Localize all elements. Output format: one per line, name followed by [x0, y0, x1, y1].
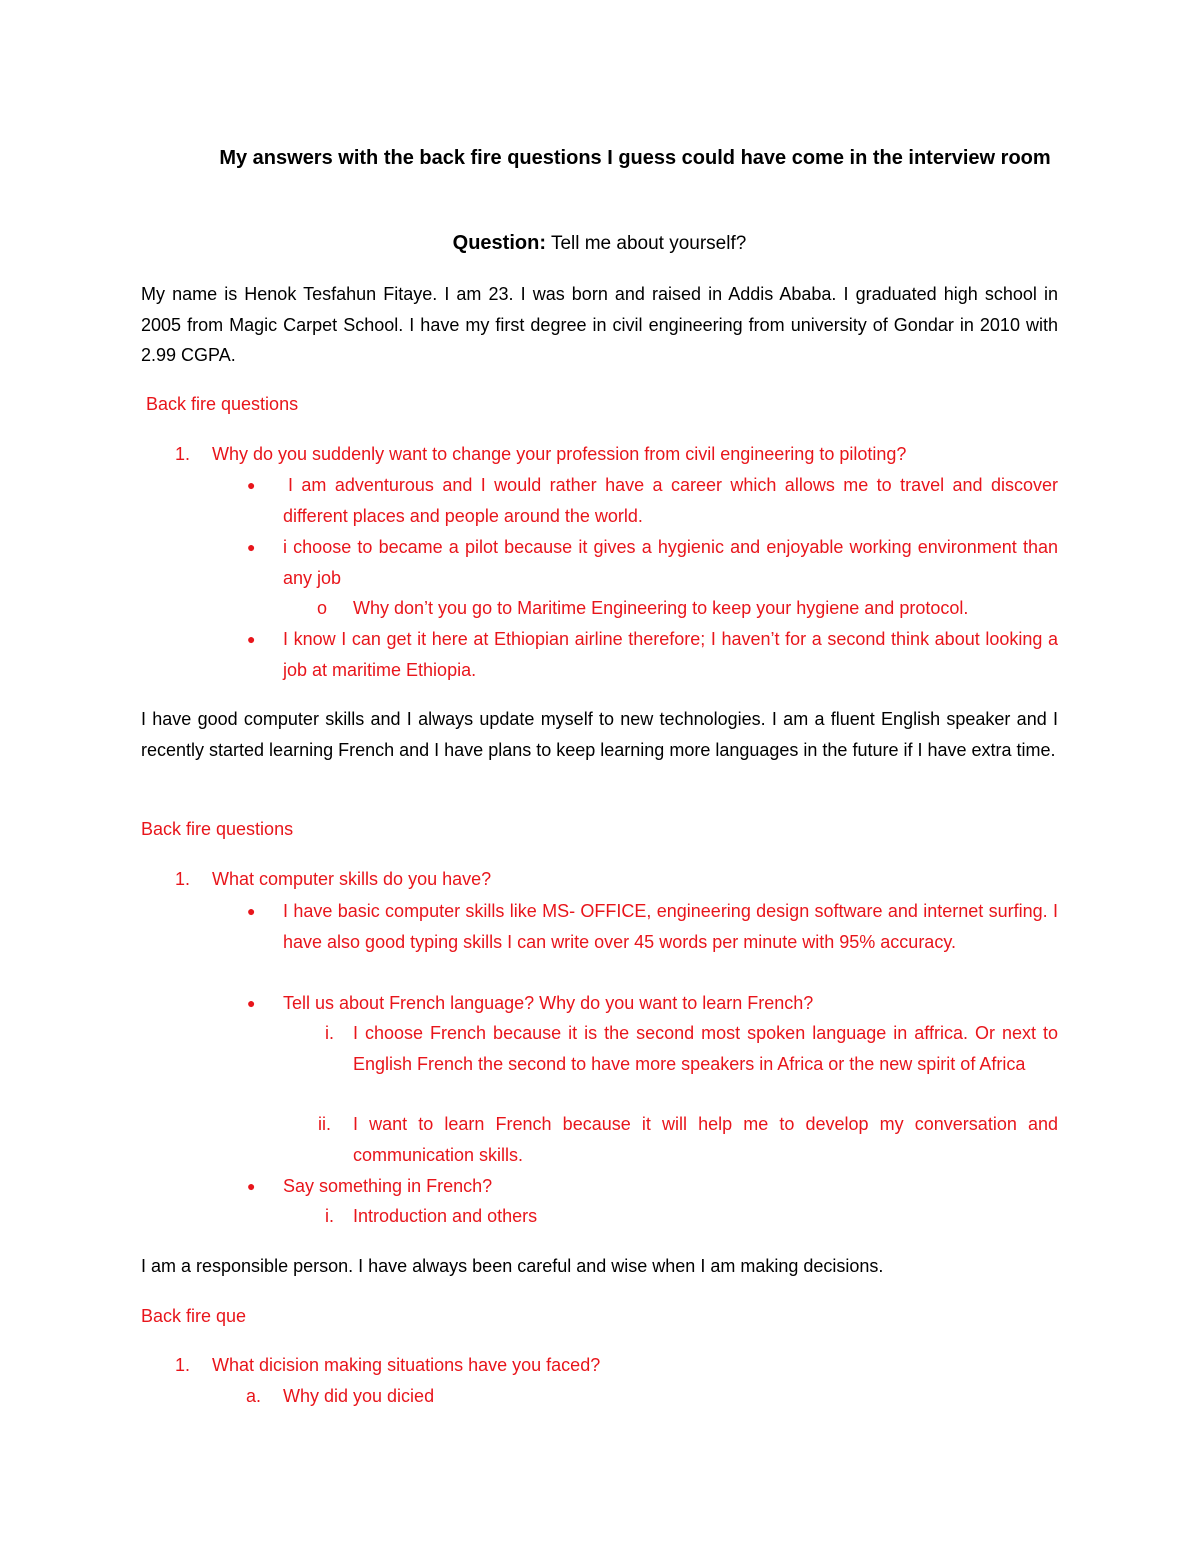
paragraph-skills: I have good computer skills and I always update myself to new technologies. I am a fluent English speaker and I recently started learning French and I have plans to keep learning more languages in the future if I have extra time. [141, 709, 1058, 760]
document-title: My answers with the back fire questions I guess could have come in the interview room [219, 147, 1051, 169]
question-label: Question: [452, 232, 546, 254]
bullet-icon: ● [247, 1178, 256, 1194]
section1-sub1: Why don’t you go to Maritime Engineering to keep your hygiene and protocol. [353, 598, 969, 618]
section2-q1-number: 1. [175, 869, 191, 889]
section1-bullet3: I know I can get it here at Ethiopian airline therefore; I haven’t for a second think about looking a job at maritime Ethiopia. [283, 629, 1058, 680]
question-text: Tell me about yourself? [550, 233, 747, 254]
section1-q1-number: 1. [175, 444, 191, 464]
section1-q1: Why do you suddenly want to change your profession from civil engineering to piloting? [212, 444, 907, 464]
bullet-icon: ● [247, 539, 256, 555]
section2-roman1-number: i. [325, 1023, 334, 1043]
section2-roman3-number: i. [325, 1206, 334, 1226]
section3-q1-number: 1. [175, 1355, 191, 1375]
question-line [141, 228, 1058, 259]
section3-heading: Back fire que [141, 1306, 247, 1326]
section2-bullet1: I have basic computer skills like MS- OFFICE, engineering design software and internet surfing. I have also good typing skills I can write over 45 words per minute with 95% accuracy. [283, 901, 1058, 952]
section2-roman3: Introduction and others [353, 1206, 538, 1226]
bullet-icon: ● [247, 477, 256, 493]
section2-roman2: I want to learn French because it will help me to develop my conversation and communication skills. [353, 1114, 1058, 1165]
section1-heading: Back fire questions [146, 394, 299, 414]
sub-bullet-icon: o [317, 598, 328, 618]
section3-a-number: a. [246, 1386, 262, 1406]
section2-roman1: I choose French because it is the second most spoken language in affrica. Or next to English French the second to have more speakers in Africa or the new spirit of Africa [353, 1023, 1058, 1074]
bullet-icon: ● [247, 995, 256, 1011]
bullet-icon: ● [247, 903, 256, 919]
section3-q1: What dicision making situations have you faced? [212, 1355, 601, 1375]
paragraph-responsible: I am a responsible person. I have always been careful and wise when I am making decisions. [141, 1256, 884, 1276]
section2-bullet2: Tell us about French language? Why do you want to learn French? [283, 993, 814, 1013]
section3-a1: Why did you dicied [283, 1386, 435, 1406]
section1-bullet1: I am adventurous and I would rather have a career which allows me to travel and discover different places and people around the world. [283, 475, 1058, 526]
section2-bullet3: Say something in French? [283, 1176, 493, 1196]
section2-q1: What computer skills do you have? [212, 869, 492, 889]
bullet-icon: ● [247, 631, 256, 647]
section1-bullet2: i choose to became a pilot because it gives a hygienic and enjoyable working environment than any job [283, 537, 1058, 588]
section2-heading: Back fire questions [141, 819, 294, 839]
paragraph-intro: My name is Henok Tesfahun Fitaye. I am 23. I was born and raised in Addis Ababa. I graduated high school in 2005 from Magic Carpet School. I have my first degree in civil engineering from university of Gondar in 2010 with 2.99 CGPA. [141, 284, 1058, 365]
section2-roman2-number: ii. [318, 1114, 331, 1134]
